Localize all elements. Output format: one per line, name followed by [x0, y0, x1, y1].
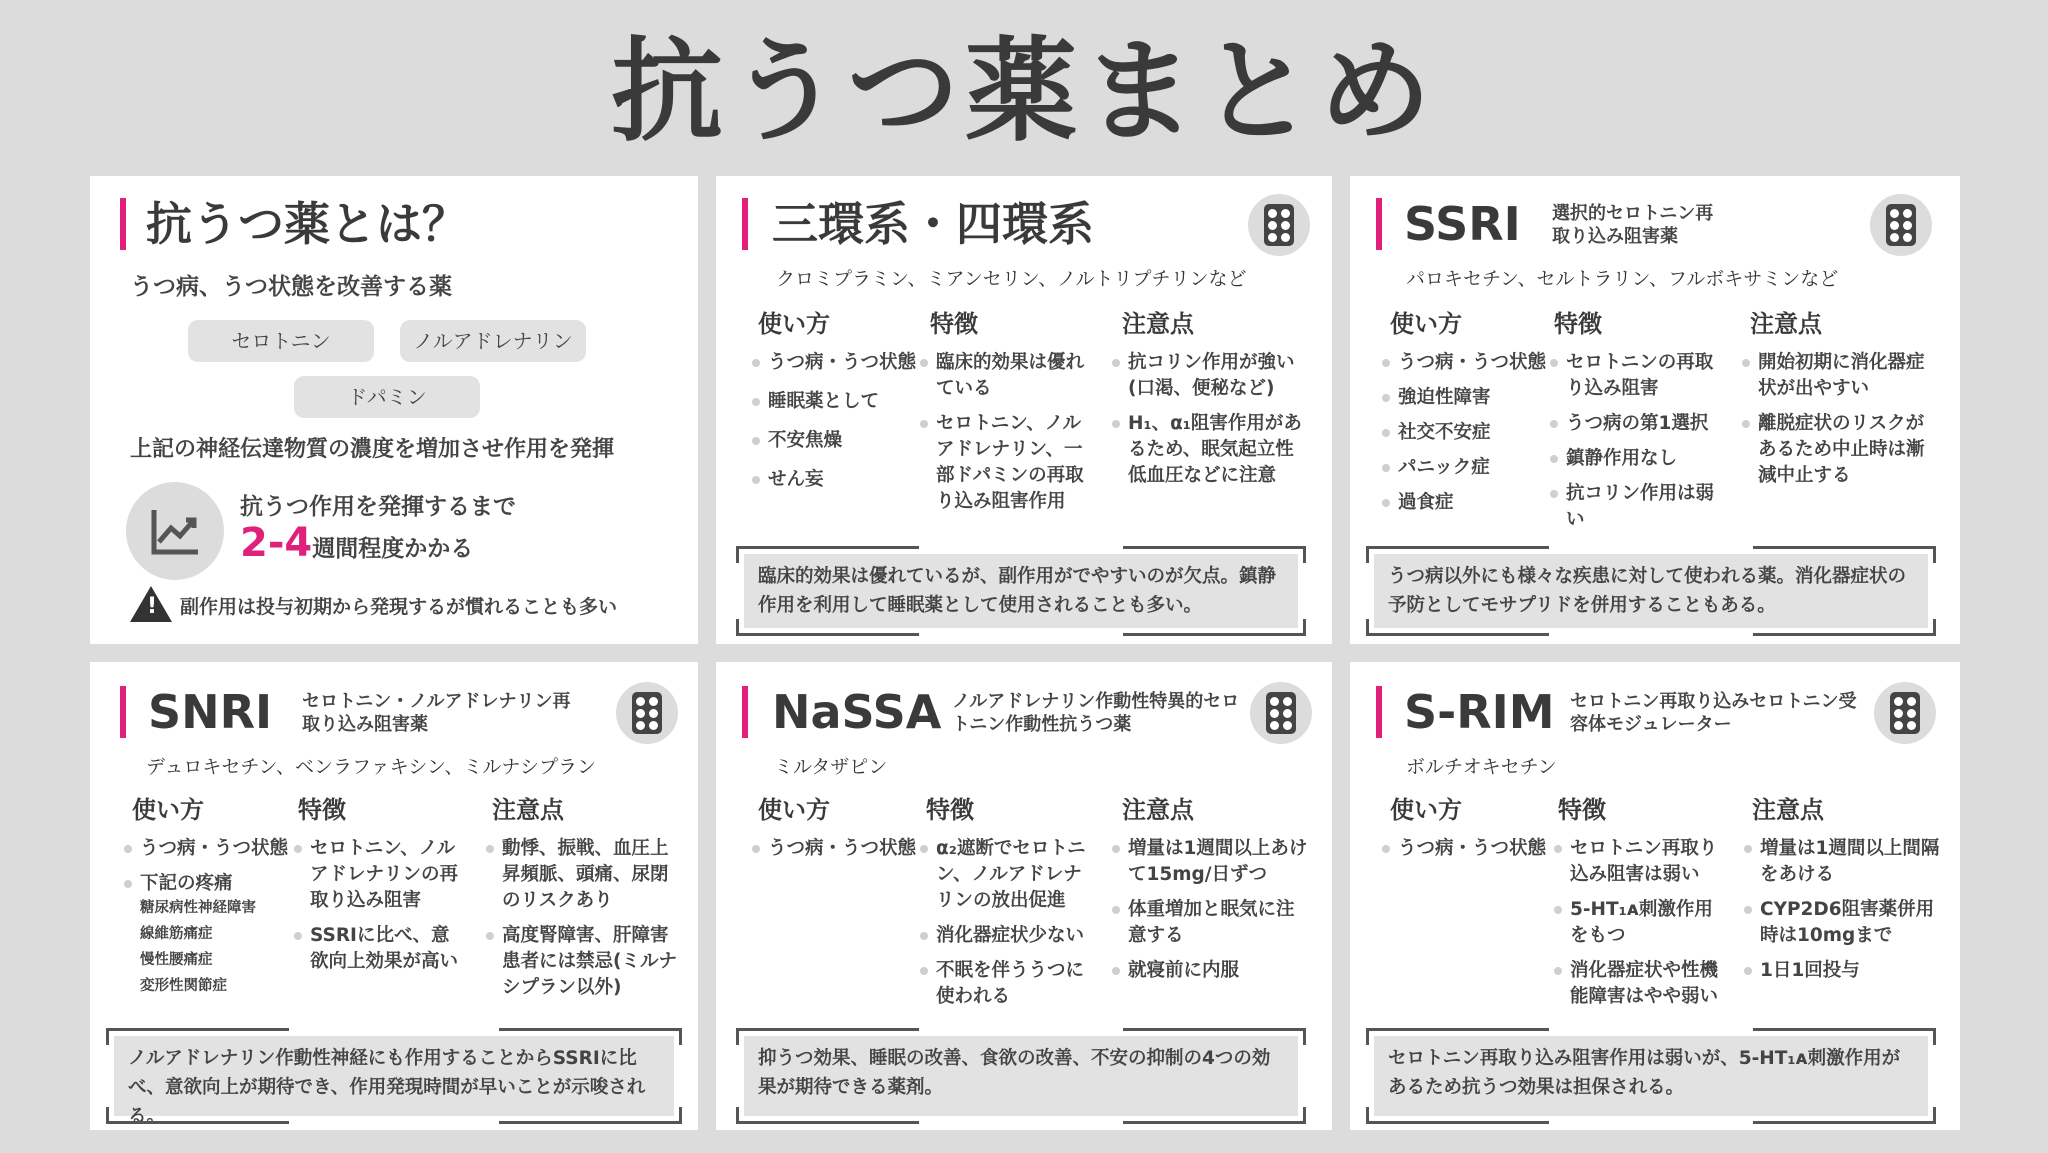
ssri-subtitle: 選択的セロトニン再取り込み阻害薬 [1552, 203, 1714, 247]
tca-title: 三環系・四環系 [772, 197, 1094, 251]
srim-subtitle: セロトニン再取り込みセロトニン受容体モジュレーター [1570, 691, 1857, 735]
list-item: うつ病の第1選択 [1550, 411, 1726, 437]
list-item: うつ病・うつ状態 [1382, 836, 1552, 862]
srim-note [1374, 1036, 1928, 1116]
intro-heading: 抗うつ薬とは？ [146, 197, 468, 251]
list-item: 鎮静作用なし [1550, 446, 1726, 472]
tca-usage-head: 使い方 [758, 304, 830, 339]
tca-note-text: 臨床的効果は優れているが、副作用がでやすいのが欠点。鎮静作用を利用して睡眠薬として使用されることも多い。 [758, 566, 1277, 616]
nassa-cautions-list [1112, 836, 1308, 993]
ssri-cautions-list [1742, 350, 1938, 498]
list-subitem: 糖尿病性神経障害 [140, 900, 256, 916]
srim-card [1350, 662, 1960, 1130]
tca-usage-list [752, 350, 922, 502]
srim-features-list [1554, 836, 1720, 1019]
list-item: 離脱症状のリスクがあるため中止時は漸減中止する [1742, 411, 1938, 489]
ssri-examples: パロキセチン、セルトラリン、フルボキサミンなど [1406, 268, 1839, 290]
list-item: セロトニン再取り込み阻害は弱い [1554, 836, 1720, 888]
snri-usage-head: 使い方 [132, 790, 204, 825]
onset-weeks-suffix: 週間程度かかる [312, 536, 474, 562]
snri-features-head: 特徴 [298, 790, 346, 825]
srim-examples: ボルチオキセチン [1406, 756, 1557, 778]
list-item: CYP2D6阻害薬併用時は10mgまで [1744, 897, 1940, 949]
tag-dopamine: ドパミン [294, 376, 480, 418]
snri-cautions-list [486, 836, 682, 1010]
snri-examples: デュロキセチン、ベンラファキシン、ミルナシプラン [146, 756, 597, 778]
tca-cautions-list [1112, 350, 1308, 498]
nassa-features-list [920, 836, 1086, 1019]
ssri-usage-list [1382, 350, 1552, 525]
list-item: 抗コリン作用は弱い [1550, 481, 1726, 533]
list-item: うつ病・うつ状態 [752, 350, 922, 376]
list-item: 開始初期に消化器症状が出やすい [1742, 350, 1938, 402]
list-item: 就寝前に内服 [1112, 958, 1308, 984]
list-item: 1日1回投与 [1744, 958, 1940, 984]
tca-features-head: 特徴 [930, 304, 978, 339]
srim-cautions-list [1744, 836, 1940, 993]
tca-examples: クロミプラミン、ミアンセリン、ノルトリプチリンなど [776, 268, 1247, 290]
list-item: セロトニン、ノルアドレナリンの再取り込み阻害 [294, 836, 460, 914]
tag-noradrenaline: ノルアドレナリン [400, 320, 586, 362]
list-item: 睡眠薬として [752, 389, 922, 415]
ssri-note-text: うつ病以外にも様々な疾患に対して使われる薬。消化器症状の予防としてモサプリドを併用することもある。 [1388, 566, 1907, 616]
snri-title: SNRI [148, 685, 273, 739]
tca-cautions-head: 注意点 [1122, 304, 1194, 339]
nassa-note-text: 抑うつ効果、睡眠の改善、食欲の改善、不安の抑制の4つの効果が期待できる薬剤。 [758, 1048, 1271, 1098]
intro-card [90, 176, 698, 644]
nassa-examples: ミルタザピン [774, 756, 888, 778]
nassa-features-head: 特徴 [926, 790, 974, 825]
list-subitem: 線維筋痛症 [140, 926, 213, 942]
tag-serotonin: セロトニン [188, 320, 374, 362]
list-item: 下記の疼痛 [124, 871, 294, 897]
list-item: α₂遮断でセロトニン、ノルアドレナリンの放出促進 [920, 836, 1086, 914]
ssri-features-list [1550, 350, 1726, 542]
nassa-cautions-head: 注意点 [1122, 790, 1194, 825]
nassa-usage-list [752, 836, 922, 871]
page-title: 抗うつ薬まとめ [611, 27, 1437, 157]
list-item: 増量は1週間以上間隔をあける [1744, 836, 1940, 888]
list-item: せん妄 [752, 467, 922, 493]
trending-up-icon [126, 482, 224, 580]
pill-pack-icon [1870, 194, 1932, 256]
list-item: 高度腎障害、肝障害患者には禁忌(ミルナシプラン以外) [486, 923, 682, 1001]
snri-note-text: ノルアドレナリン作動性神経にも作用することからSSRIに比べ、意欲向上が期待でき、作用発現時間が早いことが示唆される。 [128, 1048, 646, 1127]
list-subitem: 変形性関節症 [140, 978, 227, 994]
list-subitem: 慢性腰痛症 [140, 952, 213, 968]
ssri-note [1374, 554, 1928, 628]
ssri-features-head: 特徴 [1554, 304, 1602, 339]
list-item: セロトニンの再取り込み阻害 [1550, 350, 1726, 402]
srim-note-text: セロトニン再取り込み阻害作用は弱いが、5-HT₁ᴀ刺激作用があるため抗うつ効果は担保される。 [1388, 1048, 1901, 1098]
srim-usage-list [1382, 836, 1552, 871]
intro-subtitle: うつ病、うつ状態を改善する薬 [130, 274, 452, 300]
list-item: 抗コリン作用が強い(口渇、便秘など) [1112, 350, 1308, 402]
list-item: SSRIに比べ、意欲向上効果が高い [294, 923, 460, 975]
srim-usage-head: 使い方 [1390, 790, 1462, 825]
nassa-usage-head: 使い方 [758, 790, 830, 825]
nassa-note [744, 1036, 1298, 1116]
pill-pack-icon [1250, 682, 1312, 744]
snri-subtitle: セロトニン・ノルアドレナリン再取り込み阻害薬 [302, 691, 571, 735]
list-item: 増量は1週間以上あけて15mg/日ずつ [1112, 836, 1308, 888]
list-item: 不安焦燥 [752, 428, 922, 454]
tca-note [744, 554, 1298, 628]
tca-card [716, 176, 1332, 644]
list-item: 動悸、振戦、血圧上昇頻脈、頭痛、尿閉のリスクあり [486, 836, 682, 914]
list-item: 体重増加と眠気に注意する [1112, 897, 1308, 949]
pill-pack-icon [1248, 194, 1310, 256]
list-item: パニック症 [1382, 455, 1552, 481]
nassa-subtitle: ノルアドレナリン作動性特異的セロトニン作動性抗うつ薬 [952, 691, 1240, 735]
list-item: 不眠を伴ううつに使われる [920, 958, 1086, 1010]
list-item: 消化器症状少ない [920, 923, 1086, 949]
list-item: 社交不安症 [1382, 420, 1552, 446]
srim-cautions-head: 注意点 [1752, 790, 1824, 825]
ssri-cautions-head: 注意点 [1750, 304, 1822, 339]
warning-text: 副作用は投与初期から発現するが慣れることも多い [180, 596, 618, 618]
srim-title: S-RIM [1404, 685, 1555, 739]
onset-weeks: 2-4 [240, 520, 313, 566]
nassa-title: NaSSA [772, 685, 942, 739]
list-item: 過食症 [1382, 490, 1552, 516]
list-item: 臨床的効果は優れている [920, 350, 1096, 402]
snri-note [114, 1036, 674, 1127]
srim-features-head: 特徴 [1558, 790, 1606, 825]
ssri-card [1350, 176, 1960, 644]
list-item: H₁、α₁阻害作用があるため、眠気起立性低血圧などに注意 [1112, 411, 1308, 489]
snri-card [90, 662, 698, 1130]
snri-usage-list [124, 836, 294, 999]
ssri-title: SSRI [1404, 197, 1521, 251]
tca-features-list [920, 350, 1096, 524]
list-item: うつ病・うつ状態 [124, 836, 294, 862]
list-item: 5-HT₁ᴀ刺激作用をもつ [1554, 897, 1720, 949]
list-item: うつ病・うつ状態 [1382, 350, 1552, 376]
list-item: 消化器症状や性機能障害はやや弱い [1554, 958, 1720, 1010]
snri-cautions-head: 注意点 [492, 790, 564, 825]
pill-pack-icon [1874, 682, 1936, 744]
onset-line2 [240, 520, 473, 566]
list-item: 強迫性障害 [1382, 385, 1552, 411]
warning-icon: ! [130, 586, 172, 622]
nassa-card [716, 662, 1332, 1130]
list-item: うつ病・うつ状態 [752, 836, 922, 862]
ssri-usage-head: 使い方 [1390, 304, 1462, 339]
snri-features-list [294, 836, 460, 984]
intro-description: 上記の神経伝達物質の濃度を増加させ作用を発揮 [130, 437, 615, 462]
list-item: セロトニン、ノルアドレナリン、一部ドパミンの再取り込み阻害作用 [920, 411, 1096, 515]
onset-line1: 抗うつ作用を発揮するまで [240, 494, 516, 520]
pill-pack-icon [616, 682, 678, 744]
